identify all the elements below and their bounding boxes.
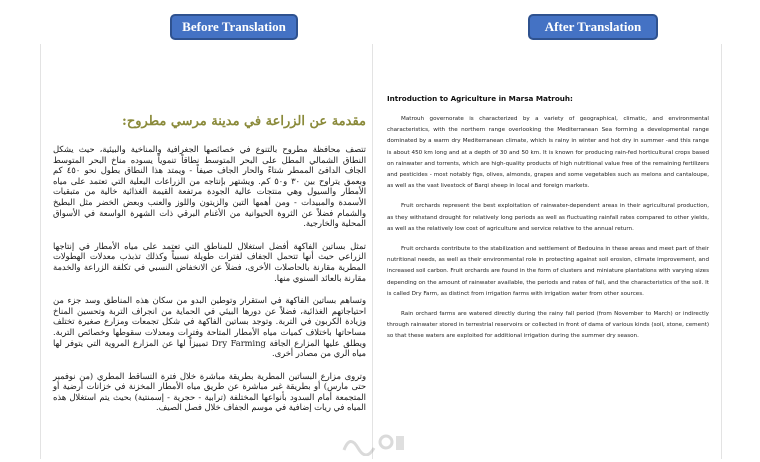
before-translation-label: Before Translation xyxy=(170,14,298,40)
english-paragraph: Fruit orchards represent the best exploitation of rainwater-dependent areas in their agricultural production, as they withstand drought for relatively long periods as well as fluctuating rainfall rates compared to other yields, as well as the relatively low cost of agriculture and service relative to the annual return. xyxy=(387,203,709,232)
arabic-paragraph: تتصف محافظة مطروح بالتنوع في خصائصها الجغرافية والمناخية والبيئية، حيث يشكل النطاق الشمالي المطل على البحر المتوسط نطاقاً تنموياً يسوده مناخ البحر المتوسط الجاف الدافئ الممطر شتاءً والحار الجاف صيفاً - ويمتد هذا النطاق بطول نحو ٤٥٠ كم وبعمق يتراوح بين ٣٠ و٥٠ كم. ويشتهر بإنتاجه من الزراعات البعلية التي تعتمد على مياه الأمطار والسيول وهي منتجات عالية الجودة مرتفعة القيمة الغذائية خالية من متبقيات الأسمدة والمبيدات - ومن أهمها التين والزيتون واللوز والعنب وبعض الخضر مثل البطيخ والشمام فضلاً عن الثروة الحيوانية من الأغنام البرقي ذات الشهرة الواسعة في الأسواق المحلية والخارجية. xyxy=(53,144,367,229)
arabic-paragraph: وتروى مزارع البساتين المطرية بطريقة مباشرة خلال فترة التساقط المطري (من نوفمبر حتى مارس) أو بطريقة غير مباشرة عن طريق مياه الأمطار المخزنة في خزانات أرضية أو المتجمعة أمام السدود بأنواعها المختلفة (ترابية - حجرية - إسمنتية) بحيث يتم استغلال هذه المياه في ريات إضافية في موسم الجفاف خلال فصل الصيف. xyxy=(53,370,366,413)
english-paragraph: Matrouh governorate is characterized by a variety of geographical, climatic, and environmental characteristics, with the northern range overlooking the Mediterranean Sea forming a developmental range dominated by a warm dry Mediterranean climate, which is rainy in winter and hot dry in summer -and this range is about 450 km long and at a depth of 30 and 50 km. It is known for producing rain-fed horticultural crops based on rainwater and torrents, which are high-quality products of high nutritional value free of the remaining fertilizers and pesticides - most notably figs, olives, almonds, grapes and some vegetables such as melons and cantaloupe, as well as the vast livestock of Barqi sheep in local and foreign markets. xyxy=(387,116,709,190)
english-body xyxy=(387,114,709,352)
arabic-title: مقدمة عن الزراعة في مدينة مرسي مطروح: xyxy=(122,114,366,129)
after-translation-label: After Translation xyxy=(528,14,658,40)
arabic-paragraph: تمثل بساتين الفاكهة أفضل استغلال للمناطق التي تعتمد على مياه الأمطار في إنتاجها الزراعي حيث أنها تتحمل الجفاف لفترات طويلة نسبياً وكذلك تذبذب معدلات الهطولات المطرية مقارنة بالحاصلات الأخرى، فضلاً عن الانخفاض النسبي في تكلفة الزراعة والخدمة مقارنة بالعائد السنوي منها. xyxy=(53,240,366,283)
english-paragraph: Rain orchard farms are watered directly during the rainy fall period (from November to March) or indirectly through rainwater stored in terrestrial reservoirs or collected in front of dams of various kinds (soil, stone, cement) so that these waters are exploited for additional irrigation during the summer dry season. xyxy=(387,311,709,340)
arabic-body xyxy=(53,144,366,425)
arabic-paragraph: وتساهم بساتين الفاكهة في استقرار وتوطين البدو من سكان هذه المناطق وسد جزء من احتياجاتهم الغذائية، فضلاً عن دورها البيئي في الحماية من انجراف التربة وتحسين المناخ وزيادة الكربون في التربة. وتوجد بساتين الفاكهة في شكل تجمعات ومزارع صغيرة تختلف مساحاتها باختلاف كميات مياه الأمطار المتاحة وفترات ومعدلات سقوطها وخصائص التربة. ويطلق عليها المزارع الجافة Dry Farming تمييزاً لها عن المزارع المروية التي يتوفر لها مياه الري من مصادر أخرى. xyxy=(53,295,366,359)
english-document-page xyxy=(372,44,722,459)
arabic-document-page xyxy=(40,44,377,459)
english-title: Introduction to Agriculture in Marsa Matrouh: xyxy=(387,94,573,103)
english-paragraph: Fruit orchards contribute to the stabilization and settlement of Bedouins in these areas and meet part of their nutritional needs, as well as their environmental role in protecting against soil erosion, climate improvement, and increased soil carbon. Fruit orchards are found in the form of clusters and miniature plantations with varying sizes depending on the amount of rainwater available, the periods and rates of fall, and the characteristics of the soil. It is called Dry Farm, as distinct from irrigation farms with irrigation water from other sources. xyxy=(387,246,709,297)
